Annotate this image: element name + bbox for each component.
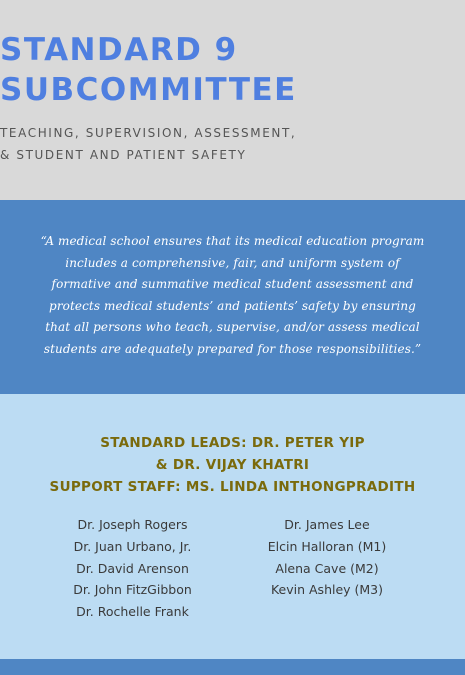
member-name: Dr. Juan Urbano, Jr.	[73, 538, 192, 554]
bottom-bar	[0, 659, 465, 675]
members-right-column	[232, 514, 422, 601]
leads-line: & DR. VIJAY KHATRI	[155, 457, 310, 473]
member-name: Dr. David Arenson	[76, 560, 189, 576]
title-line-2: SUBCOMMITTEE	[0, 72, 297, 108]
title-line-1: STANDARD 9	[0, 32, 238, 68]
member-name: Dr. Joseph Rogers	[77, 517, 188, 532]
member-name: Elcin Halloran (M1)	[267, 538, 387, 554]
subtitle	[0, 122, 465, 166]
quote-line: formative and summative medical student assessment and	[51, 277, 414, 292]
member-name: Dr. James Lee	[284, 517, 370, 532]
support-staff-line: SUPPORT STAFF: MS. LINDA INTHONGPRADITH	[49, 479, 416, 495]
member-name: Dr. John FitzGibbon	[73, 582, 192, 598]
member-name: Kevin Ashley (M3)	[270, 582, 384, 598]
quote-line: students are adequately prepared for those responsibilities.”	[43, 341, 422, 356]
member-name: Alena Cave (M2)	[275, 560, 379, 576]
quote-line: includes a comprehensive, fair, and uniform system of	[65, 255, 400, 270]
subtitle-line-2: & STUDENT AND PATIENT SAFETY	[0, 148, 247, 162]
quote-line: protects medical students’ and patients’ safety by ensuring	[49, 298, 416, 313]
quote-line: “A medical school ensures that its medical education program	[40, 234, 425, 248]
leads-line: STANDARD LEADS: DR. PETER YIP	[100, 435, 365, 451]
page-title	[0, 30, 465, 110]
standard-leads	[0, 432, 465, 498]
subtitle-line-1: TEACHING, SUPERVISION, ASSESSMENT,	[0, 126, 297, 140]
members-left-column	[40, 514, 225, 623]
member-name: Dr. Rochelle Frank	[76, 604, 189, 620]
standard-quote	[14, 231, 451, 361]
quote-line: that all persons who teach, supervise, and/or assess medical	[45, 320, 420, 335]
